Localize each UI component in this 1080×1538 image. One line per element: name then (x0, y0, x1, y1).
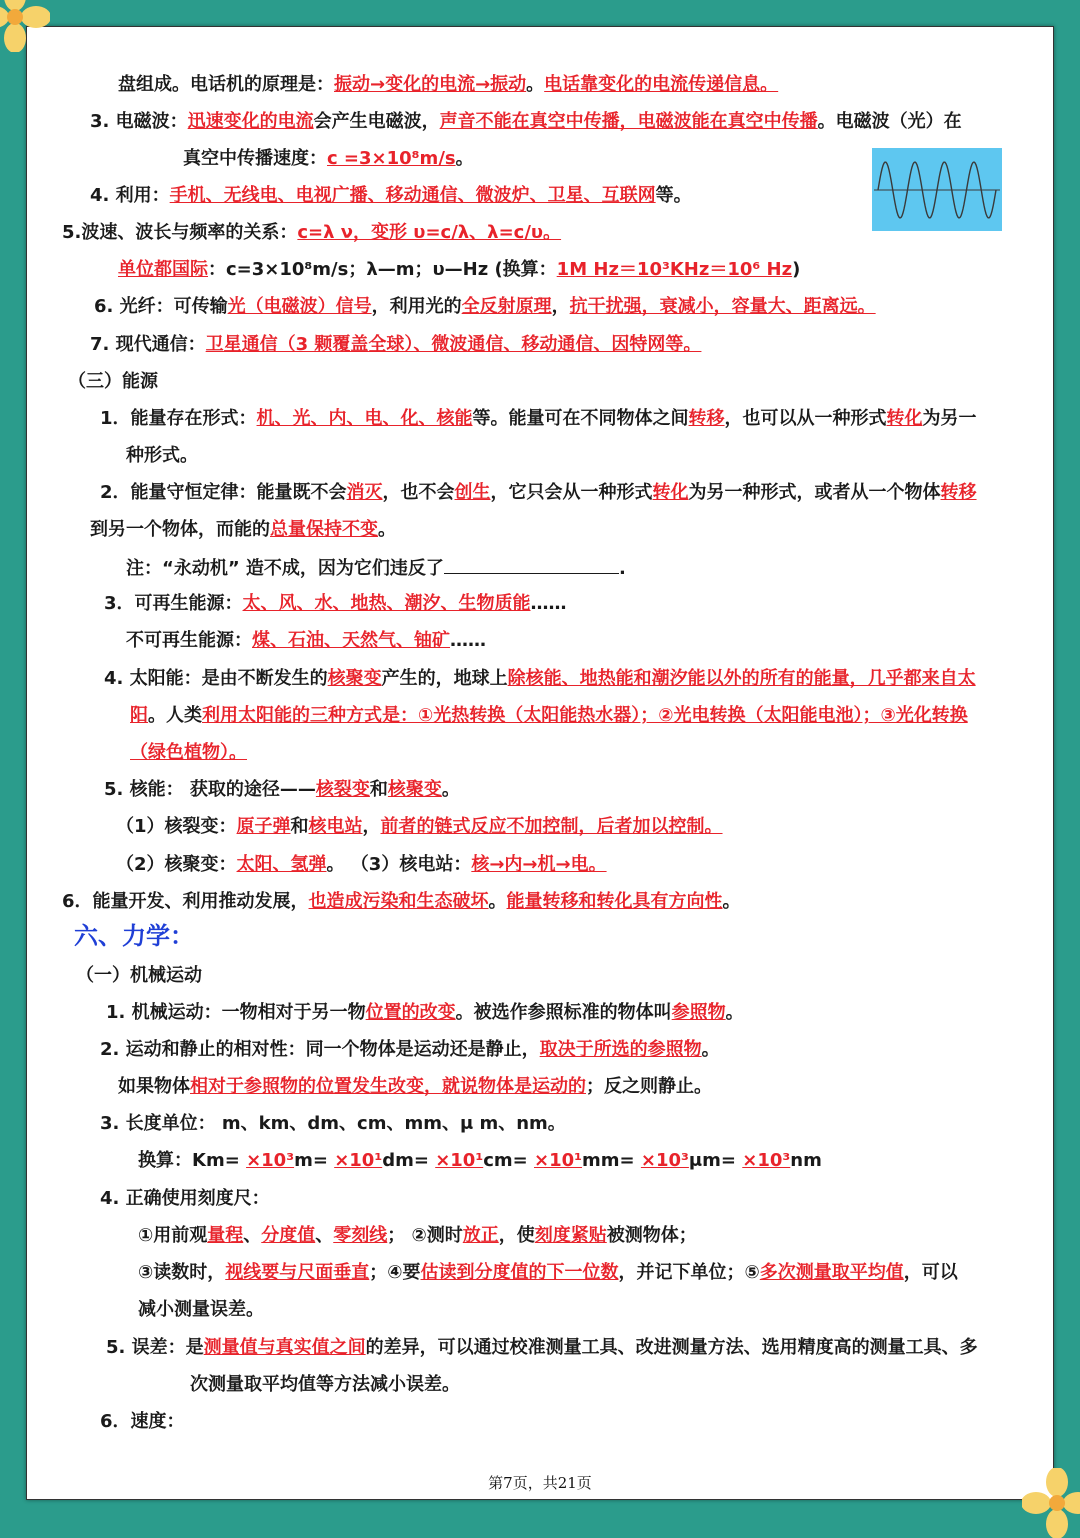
text-line (116, 815, 723, 839)
body-text: 为另一 (922, 408, 977, 429)
body-text: ：c=3×10⁸m/s；λ—m；υ—Hz (换算： (208, 259, 557, 280)
body-text: m= (294, 1150, 335, 1171)
body-text: 减小测量误差。 (138, 1299, 264, 1320)
body-text: ， (362, 816, 381, 837)
answer-text: ×10¹ (435, 1150, 484, 1171)
body-text: ) (792, 259, 801, 280)
text-line (190, 1373, 460, 1397)
text-line (94, 295, 876, 319)
text-line (183, 147, 474, 171)
text-line (130, 704, 968, 728)
body-text: 。 (455, 148, 474, 169)
body-text: ，利用光的 (371, 296, 462, 317)
answer-text: 核聚变 (387, 779, 442, 800)
answer-text: 转化 (886, 408, 923, 429)
body-text: 等。 (655, 185, 692, 206)
answer-text: 多次测量取平均值 (759, 1262, 904, 1283)
body-text: 和 (290, 816, 309, 837)
body-text: ；④要 (369, 1262, 421, 1283)
body-text: dm= (382, 1150, 436, 1171)
body-text: 被测物体； (606, 1225, 697, 1246)
text-line (90, 110, 962, 134)
body-text: 。 (378, 519, 396, 540)
text-line (138, 1298, 264, 1322)
text-line (100, 1410, 185, 1434)
body-text: 4. 利用： (90, 185, 170, 206)
body-text: ， (551, 296, 570, 317)
text-line (104, 592, 567, 616)
body-text: ，可以 (903, 1262, 958, 1283)
body-text: 、 (243, 1225, 262, 1246)
body-text: ③读数时， (138, 1262, 226, 1283)
text-line (90, 184, 692, 208)
text-line (118, 1075, 712, 1099)
answer-text: c=λ ν，变形 υ=c/λ、λ=c/υ。 (297, 222, 562, 243)
body-text: （1）核裂变： (116, 816, 237, 837)
body-text: 。人类 (148, 705, 202, 726)
body-text: 次测量取平均值等方法减小误差。 (190, 1374, 460, 1395)
answer-text: 除核能、地热能和潮汐能以外的所有的能量，几乎都来自太 (507, 668, 976, 689)
text-line (104, 778, 460, 802)
answer-text: 相对于参照物的位置发生改变，就说物体是运动的 (190, 1076, 586, 1097)
answer-text: 测量值与真实值之间 (203, 1337, 366, 1358)
answer-text: 转移 (940, 482, 977, 503)
body-text: 。电磁波（光）在 (817, 111, 962, 132)
body-text: 。 (701, 1039, 720, 1060)
answer-text: 能量转移和转化具有方向性 (506, 891, 723, 912)
body-text: 4. 太阳能：是由不断发生的 (104, 668, 328, 689)
body-text: 会产生电磁波， (313, 111, 440, 132)
body-text: 5.波速、波长与频率的关系： (62, 222, 298, 243)
answer-text: 分度值 (261, 1225, 316, 1246)
flower-icon (0, 0, 50, 52)
answer-text: 总量保持不变 (270, 519, 378, 540)
text-line (106, 1336, 978, 1360)
body-text: ，也可以从一种形式 (724, 408, 887, 429)
body-text: 真空中传播速度： (183, 148, 327, 169)
body-text: 和 (369, 779, 388, 800)
text-line (118, 73, 778, 97)
answer-text: 核→内→机→电。 (471, 854, 607, 875)
body-text: 。 (722, 891, 741, 912)
body-text: cm= (483, 1150, 534, 1171)
answer-text: c =3×10⁸m/s (327, 148, 456, 169)
body-text: 等。能量可在不同物体之间 (472, 408, 689, 429)
body-text: （一）机械运动 (76, 965, 202, 986)
text-line (68, 370, 158, 394)
text-line (76, 964, 202, 988)
body-text: 。 (725, 1002, 744, 1023)
body-text: 2．能量守恒定律：能量既不会 (100, 482, 347, 503)
answer-text: ×10¹ (534, 1150, 583, 1171)
body-text: ，也不会 (382, 482, 455, 503)
text-line (104, 667, 976, 691)
answer-text: 全反射原理 (461, 296, 552, 317)
answer-text: 取决于所选的参照物 (539, 1039, 702, 1060)
answer-text: 参照物 (671, 1002, 726, 1023)
text-line (126, 629, 486, 653)
text-line (100, 481, 977, 505)
body-text: 1. 机械运动：一物相对于另一物 (106, 1002, 366, 1023)
answer-text: 振动→变化的电流→振动 (334, 74, 527, 95)
body-text: 2. 运动和静止的相对性：同一个物体是运动还是静止， (100, 1039, 540, 1060)
answer-text: 消灭 (346, 482, 383, 503)
fill-in-blank (444, 555, 619, 574)
text-line (100, 1112, 566, 1136)
answer-text: 也造成污染和生态破坏 (308, 891, 489, 912)
answer-text: ×10³ (640, 1150, 689, 1171)
text-line (100, 407, 977, 431)
body-text: （2）核聚变： (116, 854, 237, 875)
body-text: 如果物体 (118, 1076, 190, 1097)
answer-text: 太、风、水、地热、潮汐、生物质能 (242, 593, 531, 614)
answer-text: 视线要与尺面垂直 (225, 1262, 370, 1283)
answer-text: 煤、石油、天然气、铀矿 (252, 630, 450, 651)
body-text: 。 (488, 891, 507, 912)
answer-text: 抗干扰强，衰减小，容量大、距离远。 (569, 296, 876, 317)
body-text: μm= (688, 1150, 743, 1171)
body-text: ①用前观 (138, 1225, 208, 1246)
body-text: 7. 现代通信： (90, 334, 206, 355)
text-line (74, 924, 194, 951)
answer-text: 单位都国际 (118, 259, 208, 280)
text-line (90, 518, 396, 542)
text-line (100, 1038, 720, 1062)
answer-text: 光（电磁波）信号 (227, 296, 372, 317)
answer-text: ×10³ (742, 1150, 791, 1171)
answer-text: 阳 (130, 705, 148, 726)
body-text: ，它只会从一种形式 (490, 482, 653, 503)
answer-text: 原子弹 (236, 816, 291, 837)
sine-wave-diagram (872, 148, 1002, 231)
answer-text: 卫星通信（3 颗覆盖全球）、微波通信、移动通信、因特网等。 (205, 334, 702, 355)
body-text: ，并记下单位；⑤ (618, 1262, 760, 1283)
answer-text: 量程 (207, 1225, 244, 1246)
answer-text: 核电站 (308, 816, 363, 837)
body-text: 6. 光纤：可传输 (94, 296, 228, 317)
text-line (130, 741, 247, 765)
body-text: 1．能量存在形式： (100, 408, 257, 429)
text-line (138, 1149, 822, 1173)
body-text: 注：“永动机” 造不成，因为它们违反了 (126, 558, 444, 579)
answer-text: 迅速变化的电流 (187, 111, 314, 132)
answer-text: 转移 (688, 408, 725, 429)
answer-text: 核裂变 (315, 779, 370, 800)
body-text: 。 (441, 779, 460, 800)
answer-text: 前者的链式反应不加控制，后者加以控制。 (380, 816, 723, 837)
text-line (100, 1187, 270, 1211)
text-line (116, 853, 607, 877)
text-line (62, 890, 741, 914)
text-line (118, 258, 800, 282)
answer-text: 电话靠变化的电流传递信息。 (544, 74, 779, 95)
answer-text: 声音不能在真空中传播，电磁波能在真空中传播 (439, 111, 818, 132)
answer-text: 转化 (652, 482, 689, 503)
answer-text: （绿色植物）。 (130, 742, 247, 763)
body-text: 。 （3）核电站： (326, 854, 472, 875)
answer-text: 刻度紧贴 (534, 1225, 607, 1246)
body-text: 5. 核能： 获取的途径—— (104, 779, 316, 800)
answer-text: 核聚变 (327, 668, 382, 689)
body-text: 、 (315, 1225, 334, 1246)
answer-text: 机、光、内、电、化、核能 (256, 408, 473, 429)
body-text: nm (790, 1150, 822, 1171)
answer-text: 零刻线 (333, 1225, 388, 1246)
answer-text: 1M Hz＝10³KHz＝10⁶ Hz (556, 259, 793, 280)
body-text: （三）能源 (68, 371, 158, 392)
body-text: ，使 (498, 1225, 535, 1246)
body-text: 到另一个物体，而能的 (90, 519, 270, 540)
body-text: 4. 正确使用刻度尺： (100, 1188, 270, 1209)
page-number: 第7页，共21页 (488, 1474, 592, 1492)
answer-text: 放正 (462, 1225, 499, 1246)
body-text: 6．能量开发、利用推动发展， (62, 891, 309, 912)
answer-text: 手机、无线电、电视广播、移动通信、微波炉、卫星、互联网 (169, 185, 656, 206)
body-text: 盘组成。电话机的原理是： (118, 74, 334, 95)
body-text: 。 (526, 74, 545, 95)
body-text: 5. 误差：是 (106, 1337, 204, 1358)
text-line (106, 1001, 744, 1025)
text-line (126, 555, 626, 581)
body-text: 3. 长度单位： m、km、dm、cm、mm、μ m、nm。 (100, 1113, 566, 1134)
body-text: 3．可再生能源： (104, 593, 243, 614)
body-text: ； ②测时 (387, 1225, 463, 1246)
text-line (138, 1224, 697, 1248)
body-text: 3. 电磁波： (90, 111, 188, 132)
body-text: 种形式。 (126, 445, 198, 466)
body-text: …… (450, 630, 486, 651)
answer-text: 位置的改变 (365, 1002, 456, 1023)
answer-text: ×10³ (246, 1150, 295, 1171)
body-text: 的差异，可以通过校准测量工具、改进测量方法、选用精度高的测量工具、多 (365, 1337, 978, 1358)
section-heading: 六、力学： (74, 922, 194, 950)
answer-text: 估读到分度值的下一位数 (420, 1262, 619, 1283)
body-text: ；反之则静止。 (586, 1076, 712, 1097)
body-text: 不可再生能源： (126, 630, 252, 651)
body-text: 6．速度： (100, 1411, 185, 1432)
body-text: 。被选作参照标准的物体叫 (455, 1002, 672, 1023)
answer-text: 太阳、氢弹 (236, 854, 327, 875)
text-line (62, 221, 561, 245)
body-text: mm= (582, 1150, 641, 1171)
body-text: . (618, 558, 626, 579)
text-line (138, 1261, 958, 1285)
body-text: 换算：Km= (138, 1150, 247, 1171)
answer-text: ×10¹ (334, 1150, 383, 1171)
body-text: 为另一种形式，或者从一个物体 (688, 482, 941, 503)
text-line (90, 333, 701, 357)
body-text: 产生的，地球上 (381, 668, 508, 689)
text-line (126, 444, 198, 468)
body-text: …… (530, 593, 567, 614)
answer-text: 创生 (454, 482, 491, 503)
answer-text: 利用太阳能的三种方式是：①光热转换（太阳能热水器）；②光电转换（太阳能电池）；③光化转换 (202, 705, 968, 726)
